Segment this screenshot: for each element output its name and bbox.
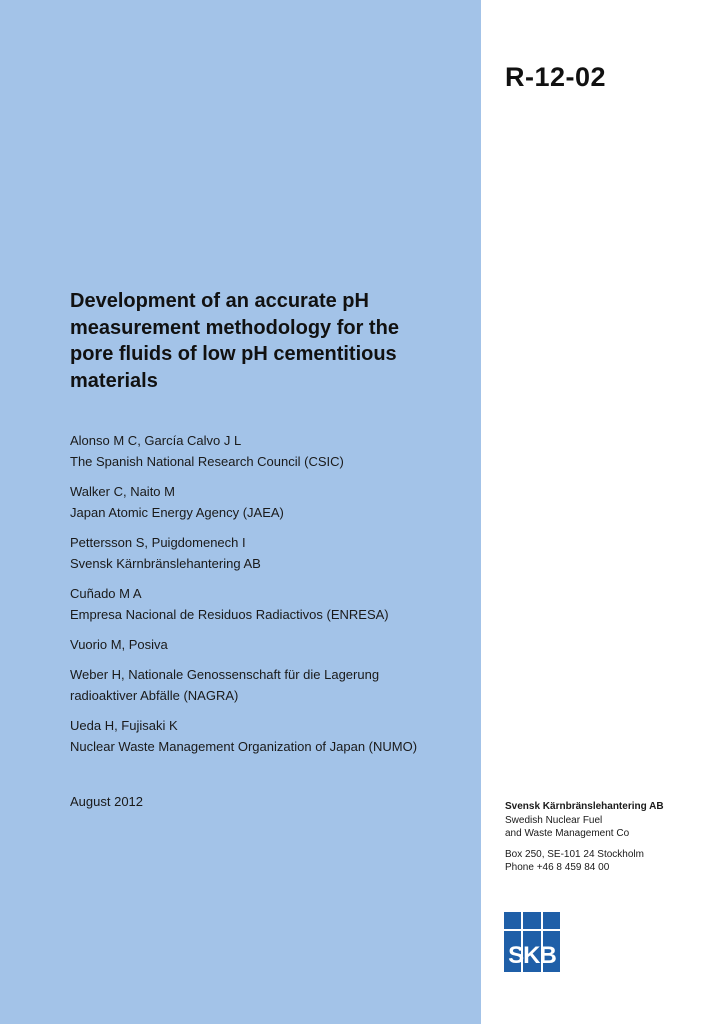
author-names: Pettersson S, Puigdomenech I bbox=[70, 535, 246, 550]
author-names: Alonso M C, García Calvo J L bbox=[70, 433, 242, 448]
report-number: R-12-02 bbox=[505, 62, 607, 92]
skb-logo-icon bbox=[504, 912, 560, 972]
author-group bbox=[70, 583, 470, 625]
publisher-address: Box 250, SE-101 24 Stockholm bbox=[505, 848, 644, 860]
title-line: Development of an accurate pH bbox=[70, 290, 369, 312]
author-names: Weber H, Nationale Genossenschaft für die Lagerung bbox=[70, 667, 380, 682]
author-group bbox=[70, 532, 470, 574]
title-line: measurement methodology for the bbox=[70, 316, 399, 339]
publisher-subtitle: and Waste Management Co bbox=[505, 828, 630, 839]
author-affiliation: Nuclear Waste Management Organization of Japan (NUMO) bbox=[70, 739, 418, 754]
author-group bbox=[70, 664, 470, 706]
title-line: materials bbox=[70, 369, 158, 392]
publisher-subtitle: Swedish Nuclear Fuel bbox=[505, 814, 603, 826]
report-title bbox=[70, 288, 470, 394]
publisher-block bbox=[505, 800, 715, 875]
author-affiliation: Empresa Nacional de Residuos Radiactivos (ENRESA) bbox=[70, 607, 389, 622]
publisher-name: Svensk Kärnbränslehantering AB bbox=[505, 801, 664, 812]
logo-stripe bbox=[504, 929, 560, 931]
author-affiliation: The Spanish National Research Council (CSIC) bbox=[70, 454, 344, 469]
author-group bbox=[70, 715, 470, 757]
author-group bbox=[70, 634, 470, 655]
title-line: pore fluids of low pH cementitious bbox=[70, 343, 397, 365]
publisher-phone: Phone +46 8 459 84 00 bbox=[505, 862, 610, 873]
author-group bbox=[70, 481, 470, 523]
publication-date: August 2012 bbox=[70, 794, 144, 809]
author-names: Vuorio M, Posiva bbox=[70, 637, 168, 652]
author-list bbox=[70, 430, 470, 766]
author-affiliation: Svensk Kärnbränslehantering AB bbox=[70, 556, 261, 571]
author-affiliation: Japan Atomic Energy Agency (JAEA) bbox=[70, 505, 284, 520]
logo-text: SKB bbox=[508, 942, 556, 969]
author-names: Ueda H, Fujisaki K bbox=[70, 718, 178, 733]
author-group bbox=[70, 430, 470, 472]
author-names: Cuñado M A bbox=[70, 586, 142, 601]
author-affiliation: radioaktiver Abfälle (NAGRA) bbox=[70, 688, 239, 703]
author-names: Walker C, Naito M bbox=[70, 484, 175, 499]
